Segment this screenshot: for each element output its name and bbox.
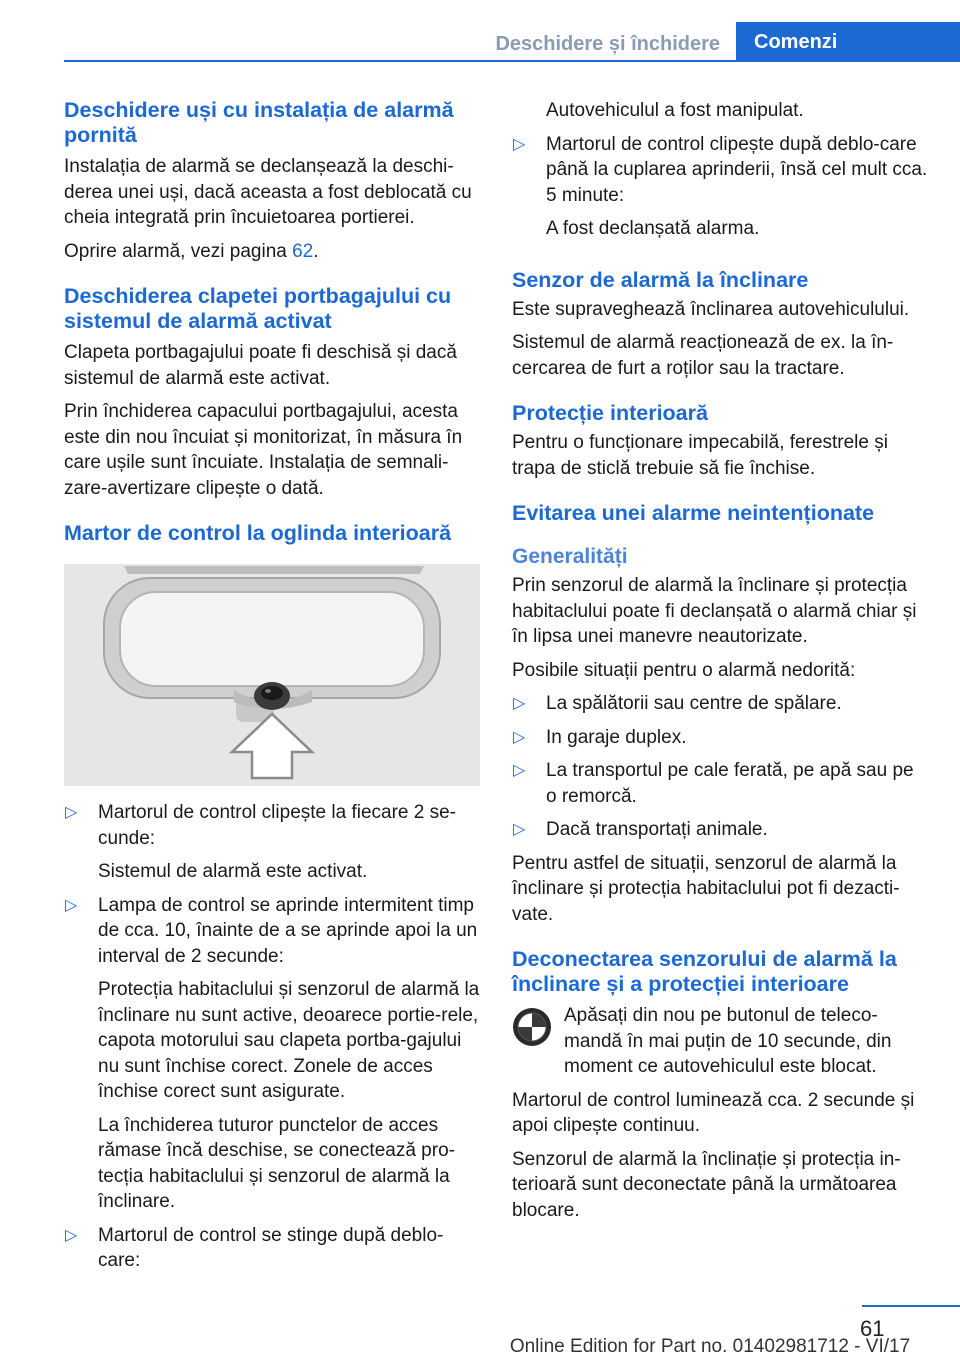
bullet-icon: ▷	[513, 762, 526, 779]
bullet-icon: ▷	[513, 695, 526, 712]
paragraph: Pentru astfel de situații, senzorul de alarmă la înclinare și protecția habitaclului pot fi dezacti‐vate.	[512, 852, 900, 925]
list-item: ▷ La spălătorii sau centre de spălare.	[512, 691, 928, 717]
page-number: 61	[860, 1316, 885, 1341]
paragraph: Senzorul de alarmă la înclinație și protecția in‐terioară sunt deconectate până la următoarea blocare.	[512, 1148, 901, 1221]
paragraph: Este supraveghează înclinarea autovehiculului.	[512, 298, 910, 320]
mirror-illustration	[64, 564, 480, 786]
right-column	[512, 98, 928, 1223]
mirror-image	[64, 564, 480, 786]
heading-trunk-lid: Deschiderea clapetei portbagajului cu sistemul de alarmă activat	[64, 284, 452, 333]
header-rule	[64, 60, 960, 62]
paragraph-alarm-stop: Oprire alarmă, vezi pagina 62.	[64, 240, 319, 262]
bullet-icon: ▷	[513, 135, 526, 153]
page-header	[0, 0, 960, 62]
heading-disable-sensor: Deconectarea senzorului de alarmă la înclinare și a protecției interioare	[512, 947, 897, 996]
list-subtext: Sistemul de alarmă este activat.	[98, 861, 368, 882]
list-subtext: La închiderea tuturor punctelor de acces rămase încă deschise, se conectează pro‐tecția habitaclului și senzorul de alarmă la înclinare.	[98, 1114, 455, 1212]
bullet-icon: ▷	[65, 804, 78, 821]
list-subtext: Protecția habitaclului și senzorul de alarmă la înclinare nu sunt active, deoarece portie‐rele, capota motorului sau clapeta portba‐gajului nu sunt închise corect. Zonele de acces închise corect sunt asigurate.	[98, 979, 480, 1102]
list-item: ▷ Lampa de control se aprinde intermitent timp de cca. 10, înainte de a se aprinde apoi la un interval de 2 secunde:	[65, 894, 478, 967]
edition-note: Online Edition for Part no. 01402981712 - VI/17	[509, 1336, 911, 1357]
header-section-title: Deschidere și închidere	[495, 33, 720, 55]
bullet-icon: ▷	[513, 821, 526, 838]
paragraph: Clapeta portbagajului poate fi deschisă și dacă sistemul de alarmă este activat.	[64, 342, 457, 389]
paragraph: Instalația de alarmă se declanșează la deschi‐derea unei uși, dacă aceasta a fost deblocată cu cheia integrată prin încuietoarea portierei.	[64, 156, 472, 228]
paragraph: Sistemul de alarmă reacționează de ex. la în‐cercarea de furt a roților sau la tractare.	[512, 332, 894, 379]
heading-avoid-alarm: Evitarea unei alarme neintenționate	[512, 501, 875, 525]
bullet-icon: ▷	[65, 1226, 78, 1244]
list-subtext: Autovehiculul a fost manipulat.	[546, 100, 804, 121]
list-item: ▷ In garaje duplex.	[512, 725, 928, 751]
list-subtext: A fost declanșată alarma.	[546, 218, 760, 239]
paragraph: Posibile situații pentru o alarmă nedorită:	[512, 659, 856, 681]
page-link[interactable]: 62	[292, 240, 314, 262]
bmw-logo-icon	[512, 1007, 552, 1047]
paragraph: Pentru o funcționare impecabilă, ferestrele și trapa de sticlă trebuie să fie închise.	[512, 432, 888, 479]
left-column	[64, 98, 480, 1274]
paragraph: Prin închiderea capacului portbagajului, acesta este din nou încuiat și monitorizat, în măsura în care ușile sunt încuiate. Instalația de semnali‐zare-avertizare clipește o dată.	[64, 401, 463, 499]
remote-instruction: Apăsați din nou pe butonul de teleco‐mandă în mai puțin de 10 secunde, din moment ce autovehiculul este blocat.	[512, 1003, 928, 1080]
heading-door-alarm: Deschidere uși cu instalația de alarmă pornită	[64, 98, 454, 147]
paragraph: Prin senzorul de alarmă la înclinare și protecția habitaclului poate fi declanșată o alarmă chiar și în lipsa unei manevre neautorizate.	[512, 575, 917, 647]
heading-tilt-sensor: Senzor de alarmă la înclinare	[512, 267, 809, 292]
footer-rule	[862, 1305, 960, 1307]
list-item: ▷ Martorul de control clipește la fiecare 2 se‐cunde:	[65, 802, 456, 849]
bullet-icon: ▷	[513, 728, 526, 746]
list-item: ▷ La transportul pe cale ferată, pe apă sau pe o remorcă.	[513, 760, 914, 807]
heading-indicator-mirror: Martor de control la oglinda interioară	[64, 521, 452, 545]
bullet-icon: ▷	[65, 896, 78, 914]
header-chapter-tab: Comenzi	[736, 22, 960, 60]
list-item: ▷ Dacă transportați animale.	[512, 817, 928, 843]
list-item: ▷ Martorul de control se stinge după deblo‐care:	[65, 1224, 444, 1271]
list-item: ▷ Martorul de control clipește după deblo‐care până la cuplarea aprinderii, însă cel mult cca. 5 minute:	[513, 133, 928, 206]
heading-interior-protection: Protecție interioară	[512, 401, 708, 425]
paragraph: Martorul de control luminează cca. 2 secunde și apoi clipește continuu.	[512, 1089, 915, 1136]
subheading-general: Generalități	[512, 545, 628, 568]
